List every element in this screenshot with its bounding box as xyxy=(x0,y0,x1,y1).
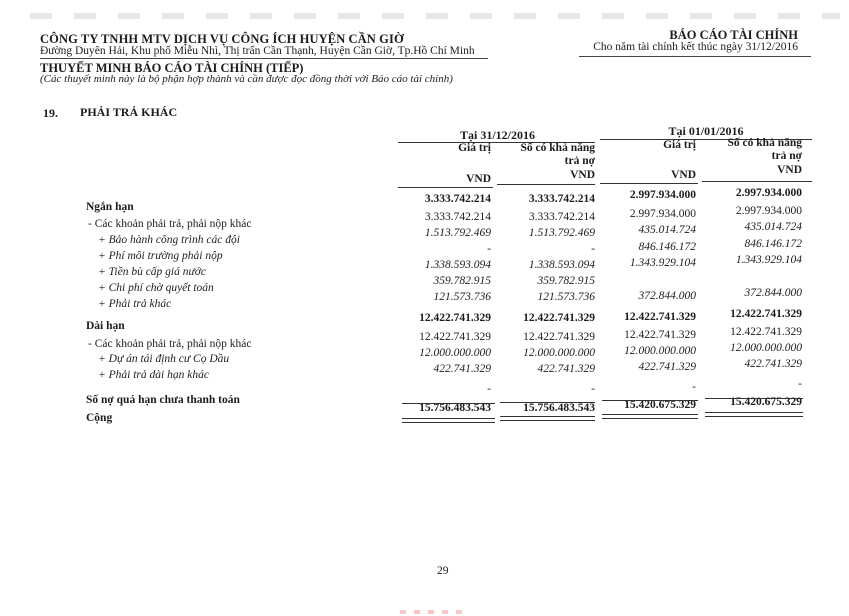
cell-value: 2.997.934.000 xyxy=(735,205,802,217)
cell-value: 422.741.329 xyxy=(537,363,595,375)
cell-value: 2.997.934.000 xyxy=(629,208,696,220)
unit-label: VND xyxy=(466,173,491,185)
cell-value: 12.422.741.329 xyxy=(624,311,696,323)
row-label: + Phải trả khác xyxy=(98,298,172,310)
total-double-underline xyxy=(402,418,495,423)
page-number: 29 xyxy=(437,565,449,577)
cell-value: 1.343.929.104 xyxy=(735,254,802,266)
cell-value: 3.333.742.214 xyxy=(528,211,595,223)
cell-value: 121.573.736 xyxy=(537,291,595,303)
cell-value: 1.513.792.469 xyxy=(424,227,491,239)
unit-label: VND xyxy=(570,169,595,181)
row-label: - Các khoản phải trả, phải nộp khác xyxy=(88,218,252,230)
total-double-underline xyxy=(500,416,595,421)
row-label: + Chi phí chờ quyết toán xyxy=(98,282,214,294)
unit-divider xyxy=(702,181,812,182)
cell-value: 3.333.742.214 xyxy=(424,211,491,223)
cell-value: 15.756.483.543 xyxy=(419,402,491,414)
cell-value: 3.333.742.214 xyxy=(528,193,595,205)
unit-label: VND xyxy=(777,164,802,176)
cell-value: 1.338.593.094 xyxy=(424,259,491,271)
cell-value: 12.422.741.329 xyxy=(419,331,491,343)
cell-value: 12.422.741.329 xyxy=(730,308,802,320)
cell-value: 121.573.736 xyxy=(433,291,491,303)
cell-value: 422.741.329 xyxy=(744,358,802,370)
section-title: PHẢI TRẢ KHÁC xyxy=(80,105,178,119)
cell-value: 12.000.000.000 xyxy=(523,347,595,359)
cell-value: 359.782.915 xyxy=(537,275,595,287)
cell-value: 15.420.675.329 xyxy=(624,399,696,411)
cell-value: 12.000.000.000 xyxy=(624,345,696,357)
total-rule xyxy=(705,398,803,399)
total-rule xyxy=(602,400,698,401)
notes-subtitle: (Các thuyết minh này là bộ phận hợp thành và cần được đọc đồng thời với Báo cáo tài chính) xyxy=(40,73,453,85)
unit-divider xyxy=(497,184,595,185)
cell-value: 15.420.675.329 xyxy=(730,396,802,408)
cell-value: 1.338.593.094 xyxy=(528,259,595,271)
cell-value: 1.343.929.104 xyxy=(629,257,696,269)
cell-value: 3.333.742.214 xyxy=(424,193,491,205)
row-label: + Bảo hành công trình các đội xyxy=(98,234,240,246)
cell-value: 12.422.741.329 xyxy=(730,326,802,338)
unit-label: VND xyxy=(671,169,696,181)
column-header-value: Giá trị xyxy=(663,139,696,151)
cell-value: 2.997.934.000 xyxy=(735,187,802,199)
cell-value: 846.146.172 xyxy=(638,241,696,253)
header-divider xyxy=(579,56,811,57)
cell-value: - xyxy=(487,383,491,395)
cell-value: 12.000.000.000 xyxy=(730,342,802,354)
cell-value: 422.741.329 xyxy=(433,363,491,375)
total-double-underline xyxy=(602,414,698,419)
cell-value: - xyxy=(591,383,595,395)
report-subtitle: Cho năm tài chính kết thúc ngày 31/12/2016 xyxy=(593,41,798,53)
row-label: Cộng xyxy=(86,412,113,424)
cell-value: 1.513.792.469 xyxy=(528,227,595,239)
row-label: + Dự án tái định cư Cọ Dầu xyxy=(98,353,230,365)
period-header-2016-start: Tại 01/01/2016 xyxy=(668,124,744,138)
cell-value: 12.422.741.329 xyxy=(523,312,595,324)
company-name: CÔNG TY TNHH MTV DỊCH VỤ CÔNG ÍCH HUYỆN CẦN GIỜ xyxy=(40,32,404,46)
scan-artifact-bottom xyxy=(400,610,470,614)
cell-value: 846.146.172 xyxy=(744,238,802,250)
row-label: Ngắn hạn xyxy=(86,201,134,213)
row-label: - Các khoản phải trả, phải nộp khác xyxy=(88,338,252,350)
cell-value: 12.000.000.000 xyxy=(419,347,491,359)
total-double-underline xyxy=(705,412,803,417)
row-label: Số nợ quá hạn chưa thanh toán xyxy=(86,394,240,406)
cell-value: 435.014.724 xyxy=(638,224,696,236)
notes-title: THUYẾT MINH BÁO CÁO TÀI CHÍNH (TIẾP) xyxy=(40,61,304,75)
total-rule xyxy=(402,403,495,404)
scan-artifact-top xyxy=(30,13,840,19)
unit-divider xyxy=(600,183,698,184)
row-label: Dài hạn xyxy=(86,320,125,332)
cell-value: - xyxy=(487,243,491,255)
section-number: 19. xyxy=(43,106,58,120)
period-header-2016-end: Tại 31/12/2016 xyxy=(459,128,535,142)
total-rule xyxy=(500,402,595,403)
row-label: + Tiền bù cấp giá nước xyxy=(98,266,207,278)
cell-value: - xyxy=(692,381,696,393)
row-label: + Phí môi trường phải nộp xyxy=(98,250,223,262)
row-label: + Phải trả dài hạn khác xyxy=(98,369,209,381)
unit-divider xyxy=(398,187,493,188)
report-title: BÁO CÁO TÀI CHÍNH xyxy=(669,28,798,42)
cell-value: 12.422.741.329 xyxy=(523,331,595,343)
cell-value: - xyxy=(591,243,595,255)
cell-value: 359.782.915 xyxy=(433,275,491,287)
cell-value: 372.844.000 xyxy=(744,287,802,299)
cell-value: 2.997.934.000 xyxy=(629,189,696,201)
column-header-payable: Số có khả năng trả nợ xyxy=(727,137,802,162)
cell-value: 12.422.741.329 xyxy=(624,329,696,341)
company-address: Đường Duyên Hải, Khu phố Miễu Nhì, Thị trấn Cần Thạnh, Huyện Cần Giờ, Tp.Hồ Chí Minh xyxy=(40,45,488,59)
cell-value: 15.756.483.543 xyxy=(523,402,595,414)
column-header-payable: Số có khả năng trả nợ xyxy=(520,142,595,167)
cell-value: 422.741.329 xyxy=(638,361,696,373)
cell-value: - xyxy=(798,378,802,390)
column-header-value: Giá trị xyxy=(458,142,491,154)
cell-value: 372.844.000 xyxy=(638,290,696,302)
cell-value: 435.014.724 xyxy=(744,221,802,233)
cell-value: 12.422.741.329 xyxy=(419,312,491,324)
